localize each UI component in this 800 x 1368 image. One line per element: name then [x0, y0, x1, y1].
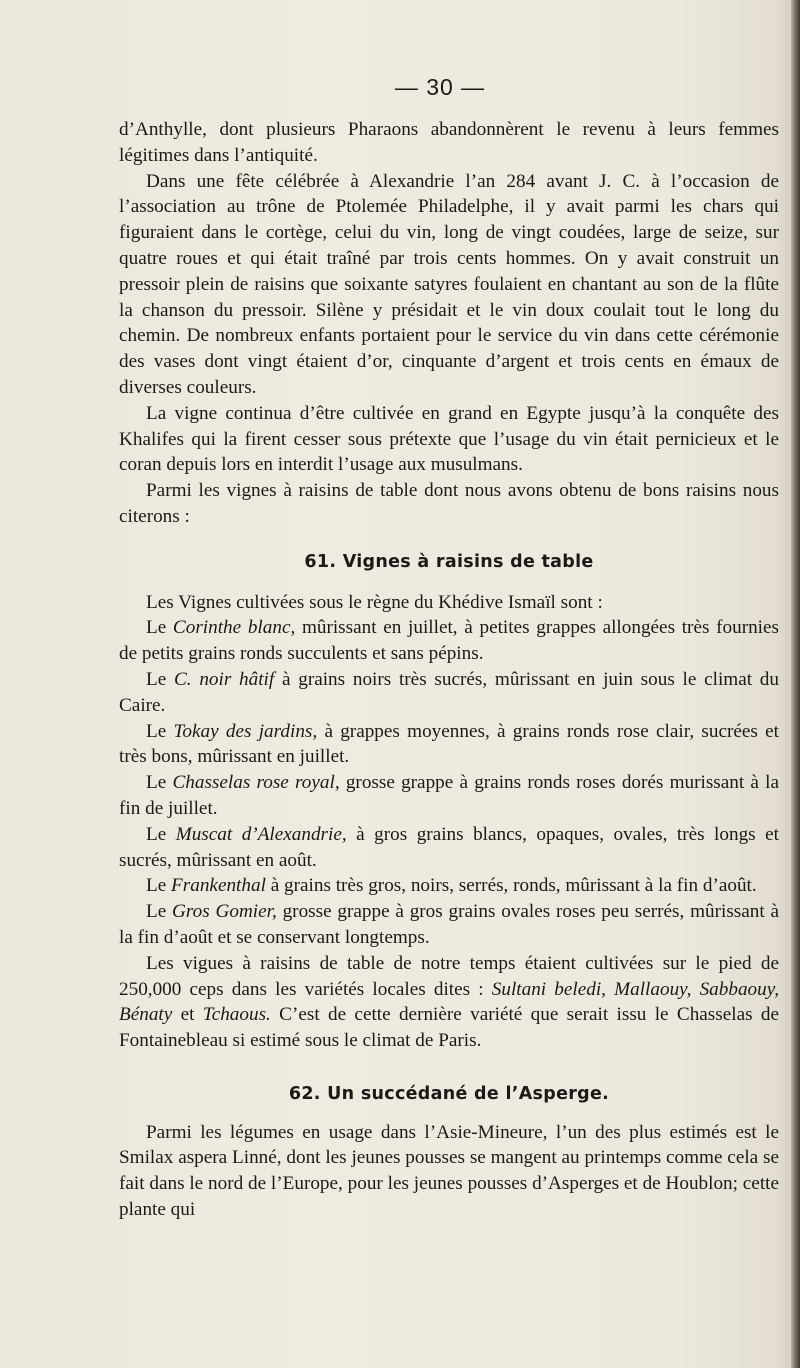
variety-c-noir-hatif: Le C. noir hâtif à grains noirs très sucrés, mûrissant en juin sous le climat du Caire.: [119, 668, 779, 716]
paragraph-khedive-vignes: Les Vignes cultivées sous le règne du Khédive Ismaïl sont :: [146, 591, 603, 613]
variety-corinthe-blanc: Le Corinthe blanc, mûrissant en juillet, à petites grappes allongées très fournies de petits grains ronds succulents et sans pépins.: [119, 617, 779, 665]
local-variety-names: Sultani beledi, Mallaouy, Sabbaouy, Bénaty: [119, 978, 779, 1026]
page-number: — 30 —: [394, 74, 486, 100]
paragraph-smilax: Parmi les légumes en usage dans l’Asie-Mineure, l’un des plus estimés est le Smilax aspera Linné, dont les jeunes pousses se mangent au printemps comme cela se fait dans le nord de l’Europe, pour les jeunes pousses d’Asperges et de Houblon; cette plante qui: [119, 1121, 779, 1221]
paragraph-varietes-locales: Les vigues à raisins de table de notre temps étaient cultivées sur le pied de 250,000 ceps dans les variétés locales dites : Sultani beledi, Mallaouy, Sabbaouy, Bénaty et Tchaous. C’est de cette dernière variété que serait issu le Chasselas de Fontainebleau si estimé sous le climat de Paris.: [119, 952, 779, 1052]
text-column: [119, 117, 779, 1223]
variety-name: Gros Gomier,: [172, 901, 277, 923]
variety-name: C. noir hâtif: [173, 668, 275, 690]
section-heading-62: 62. Un succédané de l’Asperge.: [288, 1083, 610, 1104]
variety-chasselas-rose-royal: Le Chasselas rose royal, grosse grappe à grains ronds roses dorés murissant à la fin de juillet.: [119, 772, 779, 819]
variety-name: Chasselas rose royal,: [172, 772, 340, 794]
paragraph-anthylle: d’Anthylle, dont plusieurs Pharaons abandonnèrent le revenu à leurs femmes légitimes dans l’antiquité.: [119, 119, 779, 166]
paragraph-vigne-egypte: La vigne continua d’être cultivée en grand en Egypte jusqu’à la conquête des Khalifes qui la firent cesser sous prétexte que l’usage du vin était pernicieux et le coran depuis lors en interdit l’usage aux musulmans.: [119, 402, 779, 476]
variety-name: Corinthe blanc,: [172, 617, 296, 639]
variety-muscat-alexandrie: Le Muscat d’Alexandrie, à gros grains blancs, opaques, ovales, très longs et sucrés, mûrissant en août.: [119, 823, 779, 871]
variety-tokay-des-jardins: Le Tokay des jardins, à grappes moyennes, à grains ronds rose clair, sucrées et très bons, mûrissant en juillet.: [119, 720, 779, 768]
section-heading-61: 61. Vignes à raisins de table: [304, 551, 594, 572]
variety-name: Muscat d’Alexandrie,: [175, 823, 347, 845]
page-edge-shadow: [791, 0, 800, 1368]
variety-name: Tokay des jardins,: [173, 720, 318, 742]
paragraph-vignes-table-intro: Parmi les vignes à raisins de table dont nous avons obtenu de bons raisins nous citerons :: [119, 480, 779, 527]
variety-frankenthal: Le Frankenthal à grains très gros, noirs, serrés, ronds, mûrissant à la fin d’août.: [146, 875, 757, 897]
paragraph-alexandrie-fete: Dans une fête célébrée à Alexandrie l’an 284 avant J. C. à l’occasion de l’association au trône de Ptolemée Philadelphe, il y avait parmi les chars qui figuraient dans le cortège, celui du vin, long de vingt coudées, large de seize, sur quatre roues et qui était traîné par trois cents hommes. On y avait construit un pressoir plein de raisins que soixante satyres foulaient en chantant au son de la flûte la chanson du pressoir. Silène y présidait et le vin doux coulait tout le long du chemin. De nombreux enfants portaient pour le service du vin dans cette cérémonie des vases dont vingt étaient d’or, cinquante d’argent et trois cents en émaux de diverses couleurs.: [119, 170, 779, 398]
variety-gros-gomier: Le Gros Gomier, grosse grappe à gros grains ovales roses peu serrés, mûrissant à la fin d’août et se conservant longtemps.: [119, 901, 779, 948]
variety-name: Frankenthal: [171, 875, 266, 897]
local-variety-tchaous: Tchaous.: [202, 1004, 271, 1026]
